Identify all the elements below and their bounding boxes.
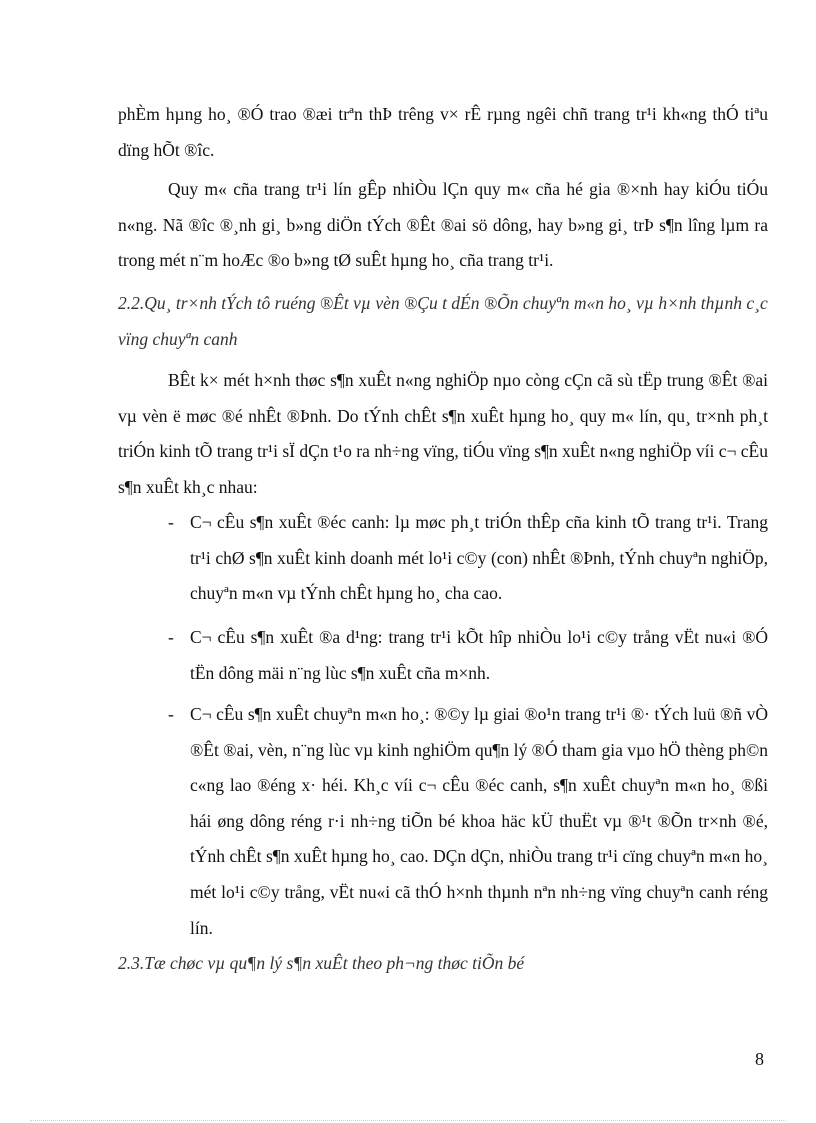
page-number: 8	[755, 1049, 764, 1069]
list-item	[168, 505, 768, 612]
list-item-text: C¬ cÊu s¶n xuÊt chuyªn m«n ho¸: ®©y lµ giai ®o¹n trang tr¹i ®· tÝch luü ®ñ vÒ ®Êt ®ai, vèn, n¨ng lùc vµ kinh nghiÖm qu¶n lý ®Ó tham gia vµo hÖ thèng ph©n c«ng lao ®éng x· héi. Kh¸c víi c¬ cÊu ®éc canh, s¶n xuÊt chuyªn m«n ho¸ ®ßi hái øng dông réng r·i nh÷ng tiÕn bé khoa häc kÜ thuËt vµ ®¹t ®Õn tr×nh ®é, tÝnh chÊt s¶n xuÊt hµng ho¸ cao. DÇn dÇn, nhiÒu trang tr¹i cïng chuyªn m«n ho¸ mét lo¹i c©y trång, vËt nu«i cã thÓ h×nh thµnh nªn nh÷ng vïng chuyªn canh réng lín.	[190, 704, 768, 938]
bullet-marker: -	[168, 704, 174, 724]
paragraph-intro: BÊt k× mét h×nh thøc s¶n xuÊt n«ng nghiÖp nµo còng cÇn cã sù tËp trung ®Êt ®ai vµ vèn ë møc ®é nhÊt ®Þnh. Do tÝnh chÊt s¶n xuÊt hµng ho¸ quy m« lín, qu¸ tr×nh ph¸t triÓn kinh tÕ trang tr¹i sÏ dÇn t¹o ra nh÷ng vïng, tiÓu vïng s¶n xuÊt n«ng nghiÖp víi c¬ cÊu s¶n xuÊt kh¸c nhau:	[118, 370, 768, 497]
bullet-marker: -	[168, 512, 174, 532]
list-item-text: C¬ cÊu s¶n xuÊt ®éc canh: lµ møc ph¸t triÓn thÊp cña kinh tÕ trang tr¹i. Trang tr¹i chØ s¶n xuÊt kinh doanh mét lo¹i c©y (con) nhÊt ®Þnh, tÝnh chuyªn nghiÖp, chuyªn m«n vµ tÝnh chÊt hµng ho¸ cha cao.	[190, 512, 768, 604]
bullet-marker: -	[168, 627, 174, 647]
page-bottom-divider	[30, 1120, 786, 1121]
section-heading-2-3: 2.3.Tæ chøc vµ qu¶n lý s¶n xuÊt theo ph¬ng thøc tiÕn bé	[118, 953, 525, 973]
section-heading-2-2: 2.2.Qu¸ tr×nh tÝch tô ruéng ®Êt vµ vèn ®Çu t dÉn ®Õn chuyªn m«n ho¸ vµ h×nh thµnh c¸c vïng chuyªn canh	[118, 293, 768, 349]
list-item	[168, 620, 768, 691]
list-item	[168, 697, 768, 946]
paragraph-continuation: phÈm hµng ho¸ ®Ó trao ®æi trªn thÞ trêng v× rÊ rµng ngêi chñ trang tr¹i kh«ng thÓ tiªu dïng hÕt ®îc.	[118, 104, 768, 160]
list-item-text: C¬ cÊu s¶n xuÊt ®a d¹ng: trang tr¹i kÕt hîp nhiÒu lo¹i c©y trång vËt nu«i ®Ó tËn dông mäi n¨ng lùc s¶n xuÊt cña m×nh.	[190, 627, 768, 683]
paragraph-scale: Quy m« cña trang tr¹i lín gÊp nhiÒu lÇn quy m« cña hé gia ®×nh hay kiÓu tiÓu n«ng. Nã ®îc ®¸nh gi¸ b»ng diÖn tÝch ®Êt ®ai sö dông, hay b»ng gi¸ trÞ s¶n lîng lµm ra trong mét n¨m hoÆc ®o b»ng tØ suÊt hµng ho¸ cña trang tr¹i.	[118, 179, 768, 271]
